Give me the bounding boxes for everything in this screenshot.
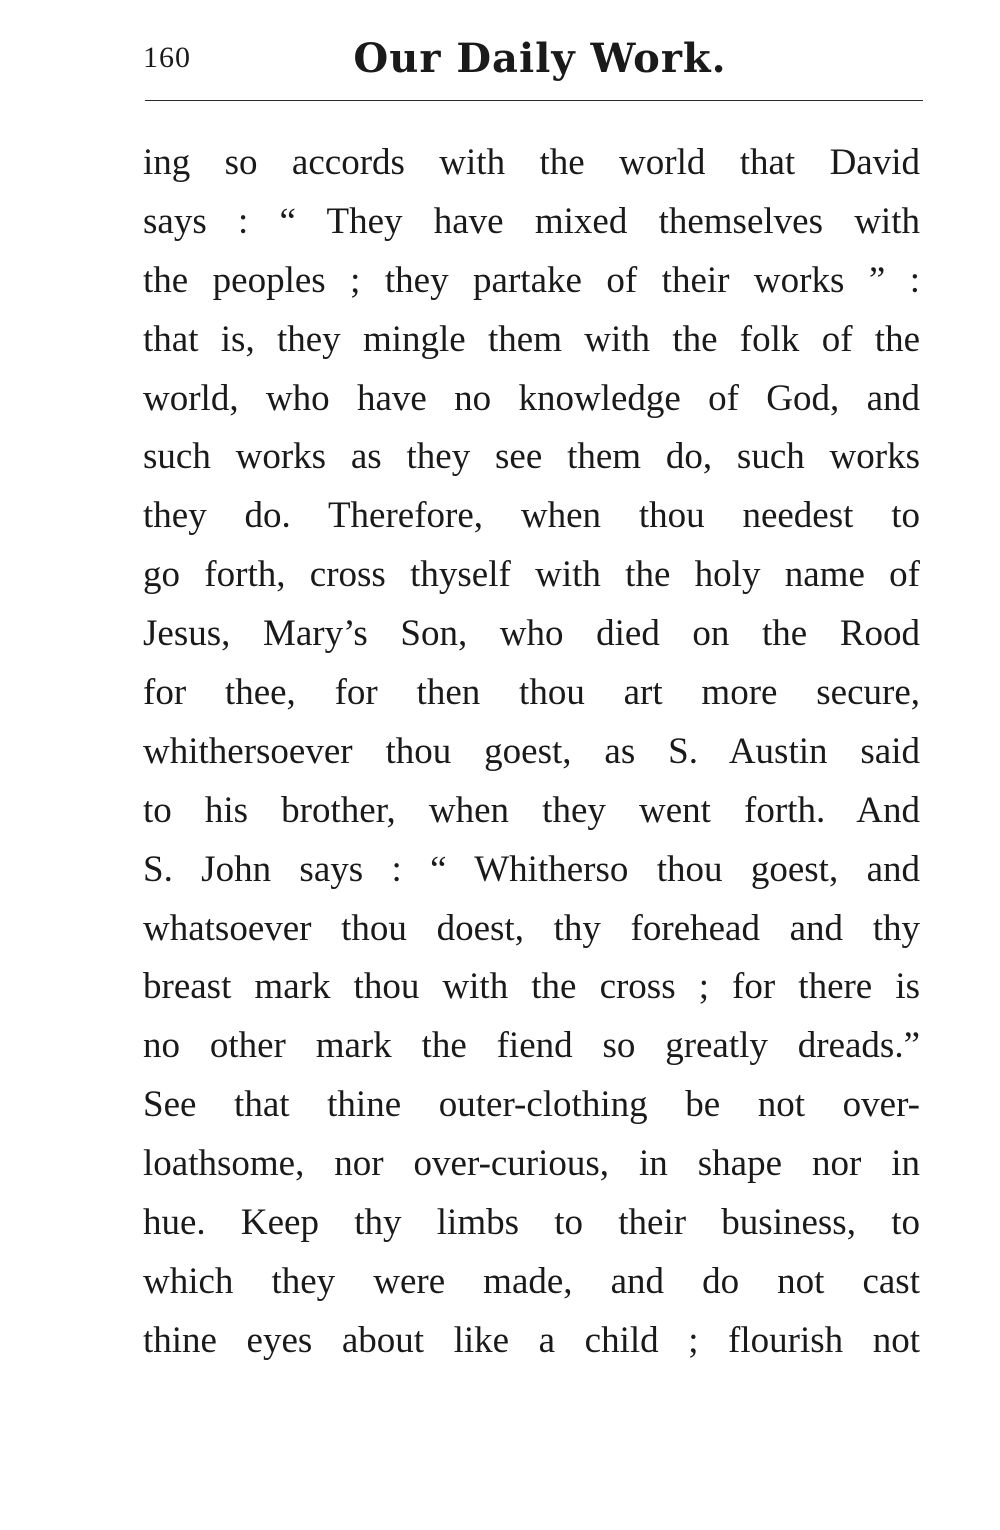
text-line: See that thine outer-clothing be not over- bbox=[143, 1084, 920, 1126]
text-line: breast mark thou with the cross ; for there is bbox=[143, 966, 920, 1008]
text-line: that is, they mingle them with the folk of the bbox=[143, 318, 920, 360]
text-line: to his brother, when they went forth. And bbox=[143, 789, 920, 831]
text-line: hue. Keep thy limbs to their business, to bbox=[143, 1202, 920, 1244]
text-line: says : “ They have mixed themselves with bbox=[143, 200, 920, 242]
text-line: for thee, for then thou art more secure, bbox=[143, 672, 920, 714]
text-line: they do. Therefore, when thou needest to bbox=[143, 495, 920, 537]
text-line: ing so accords with the world that David bbox=[143, 142, 920, 183]
text-line: go forth, cross thyself with the holy name of bbox=[143, 554, 920, 596]
text-line: Jesus, Mary’s Son, who died on the Rood bbox=[143, 613, 920, 655]
running-title: Our Daily Work. bbox=[353, 35, 727, 82]
header-rule bbox=[145, 100, 923, 101]
text-line: the peoples ; they partake of their works ” : bbox=[143, 259, 920, 301]
text-line: whatsoever thou doest, thy forehead and thy bbox=[143, 907, 920, 949]
text-line: world, who have no knowledge of God, and bbox=[143, 377, 920, 419]
text-line: which they were made, and do not cast bbox=[143, 1260, 920, 1302]
text-line: whithersoever thou goest, as S. Austin said bbox=[143, 730, 920, 772]
text-line: thine eyes about like a child ; flourish not bbox=[143, 1319, 920, 1361]
text-line: such works as they see them do, such works bbox=[143, 436, 920, 478]
text-line: loathsome, nor over-curious, in shape nor in bbox=[143, 1143, 920, 1185]
page-number: 160 bbox=[143, 41, 191, 74]
text-line: S. John says : “ Whitherso thou goest, and bbox=[143, 848, 920, 890]
text-line: no other mark the fiend so greatly dreads.” bbox=[143, 1025, 920, 1067]
body-text bbox=[143, 134, 920, 1371]
